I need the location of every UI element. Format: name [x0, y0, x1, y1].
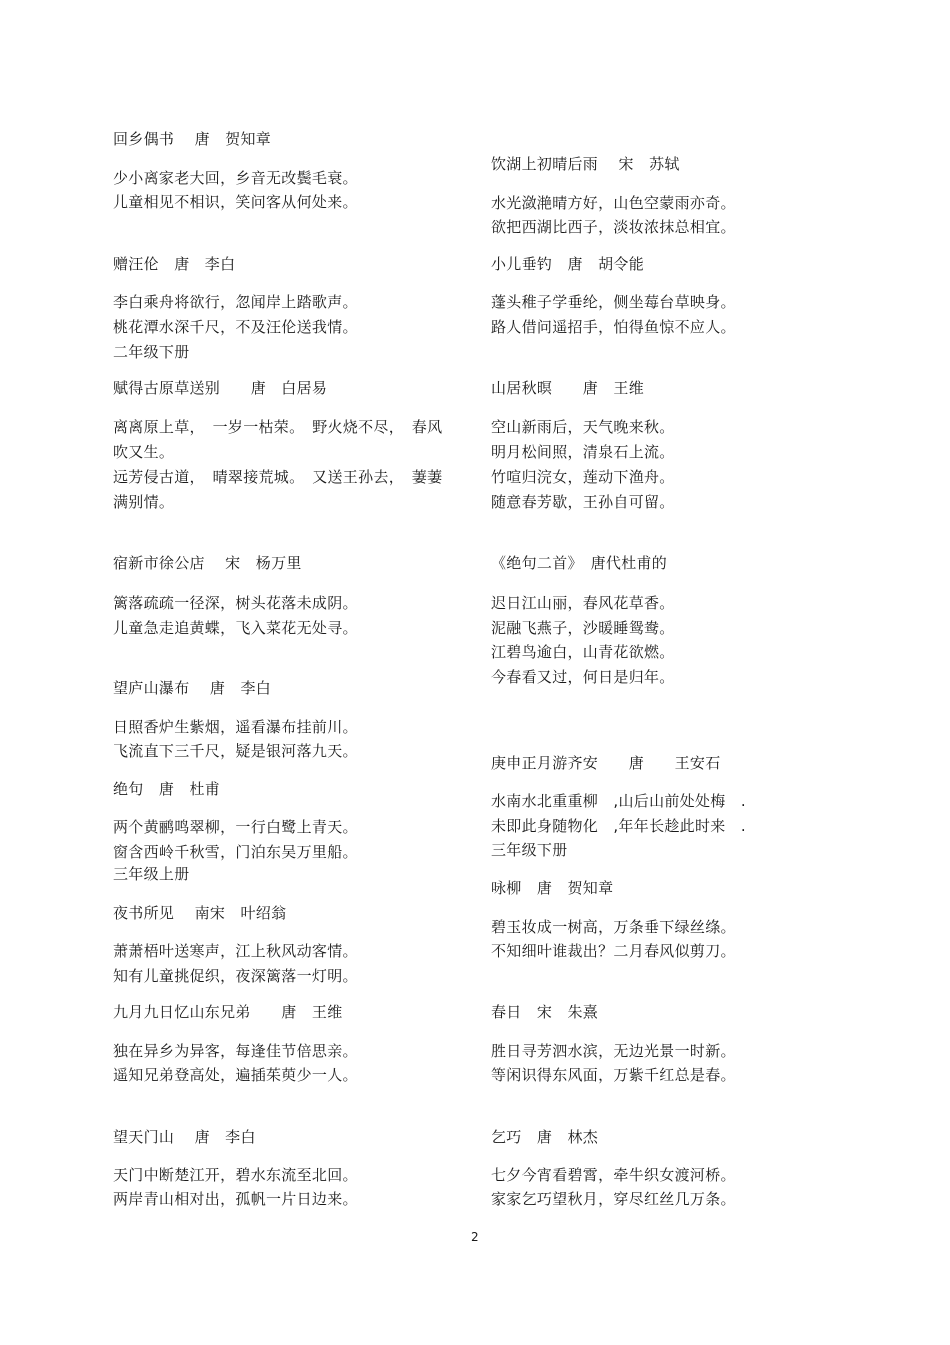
poem-line: 胜日寻芳泗水滨，无边光景一时新。: [491, 1042, 736, 1060]
poem-title: 九月九日忆山东兄弟 唐 王维: [113, 1003, 343, 1021]
poem-line: 少小离家老大回，乡音无改鬓毛衰。: [113, 169, 358, 187]
poem-line: 水光潋滟晴方好，山色空蒙雨亦奇。: [491, 194, 736, 212]
poem-line: 七夕今宵看碧霄，牵牛织女渡河桥。: [491, 1166, 736, 1184]
poem-line: 等闲识得东风面，万紫千红总是春。: [491, 1066, 736, 1084]
poem-line: 迟日江山丽，春风花草香。: [491, 594, 675, 612]
poem-title: 《绝句二首》 唐代杜甫的: [491, 554, 668, 572]
poem-line: 今春看又过，何日是归年。: [491, 668, 675, 686]
poem-line: 桃花潭水深千尺，不及汪伦送我情。: [113, 318, 358, 336]
poem-line: 水南水北重重柳 ,山后山前处处梅 .: [491, 792, 746, 810]
poem-line: 篱落疏疏一径深，树头花落未成阴。: [113, 594, 358, 612]
poem-line: 远芳侵古道， 晴翠接荒城。 又送王孙去， 萋萋: [113, 468, 443, 486]
poem-title: 夜书所见 南宋 叶绍翁: [113, 904, 287, 922]
poem-line: 江碧鸟逾白，山青花欲燃。: [491, 643, 675, 661]
poem-line: 离离原上草， 一岁一枯荣。 野火烧不尽， 春风: [113, 418, 443, 436]
poem-title: 山居秋暝 唐 王维: [491, 379, 645, 397]
poem-line: 未即此身随物化 ,年年长趁此时来 .: [491, 817, 746, 835]
poem-line: 遥知兄弟登高处，遍插茱萸少一人。: [113, 1066, 358, 1084]
poem-line: 李白乘舟将欲行，忽闻岸上踏歌声。: [113, 293, 358, 311]
section-heading: 三年级上册: [113, 865, 190, 883]
poem-line: 儿童相见不相识，笑问客从何处来。: [113, 193, 358, 211]
poem-title: 小儿垂钓 唐 胡令能: [491, 255, 645, 273]
page-number: 2: [471, 1230, 479, 1244]
poem-title: 回乡偶书 唐 贺知章: [113, 130, 272, 148]
poem-line: 路人借问遥招手，怕得鱼惊不应人。: [491, 318, 736, 336]
section-heading: 三年级下册: [491, 841, 568, 859]
poem-line: 明月松间照，清泉石上流。: [491, 443, 675, 461]
poem-line: 泥融飞燕子，沙暖睡鸳鸯。: [491, 619, 675, 637]
poem-title: 绝句 唐 杜甫: [113, 780, 221, 798]
poem-title: 饮湖上初晴后雨 宋 苏轼: [491, 155, 680, 173]
poem-line: 日照香炉生紫烟，遥看瀑布挂前川。: [113, 718, 358, 736]
poem-line: 两个黄鹂鸣翠柳，一行白鹭上青天。: [113, 818, 358, 836]
poem-line: 蓬头稚子学垂纶，侧坐莓台草映身。: [491, 293, 736, 311]
poem-title: 咏柳 唐 贺知章: [491, 879, 614, 897]
poem-line: 随意春芳歇，王孙自可留。: [491, 493, 675, 511]
poem-line: 独在异乡为异客，每逢佳节倍思亲。: [113, 1042, 358, 1060]
poem-line: 家家乞巧望秋月，穿尽红丝几万条。: [491, 1190, 736, 1208]
section-heading: 二年级下册: [113, 343, 190, 361]
poem-title: 宿新市徐公店 宋 杨万里: [113, 554, 302, 572]
poem-title: 望庐山瀑布 唐 李白: [113, 679, 272, 697]
poem-title: 赋得古原草送别 唐 白居易: [113, 379, 328, 397]
poem-line: 萧萧梧叶送寒声，江上秋风动客情。: [113, 942, 358, 960]
poem-line: 吹又生。: [113, 443, 175, 461]
poem-line: 空山新雨后，天气晚来秋。: [491, 418, 675, 436]
poem-line: 不知细叶谁裁出？二月春风似剪刀。: [491, 942, 736, 960]
poem-line: 知有儿童挑促织，夜深篱落一灯明。: [113, 967, 358, 985]
poem-title: 望天门山 唐 李白: [113, 1128, 256, 1146]
poem-line: 窗含西岭千秋雪，门泊东吴万里船。: [113, 843, 358, 861]
poem-line: 飞流直下三千尺，疑是银河落九天。: [113, 742, 358, 760]
poem-title: 庚申正月游齐安 唐 王安石: [491, 754, 721, 772]
poem-title: 乞巧 唐 林杰: [491, 1128, 599, 1146]
poem-title: 春日 宋 朱熹: [491, 1003, 599, 1021]
poem-line: 两岸青山相对出，孤帆一片日边来。: [113, 1190, 358, 1208]
poem-line: 儿童急走追黄蝶，飞入菜花无处寻。: [113, 619, 358, 637]
poem-line: 满别情。: [113, 493, 175, 511]
poem-title: 赠汪伦 唐 李白: [113, 255, 236, 273]
poem-line: 竹喧归浣女，莲动下渔舟。: [491, 468, 675, 486]
poem-line: 欲把西湖比西子，淡妆浓抹总相宜。: [491, 218, 736, 236]
poem-line: 碧玉妆成一树高，万条垂下绿丝绦。: [491, 918, 736, 936]
poem-line: 天门中断楚江开，碧水东流至北回。: [113, 1166, 358, 1184]
